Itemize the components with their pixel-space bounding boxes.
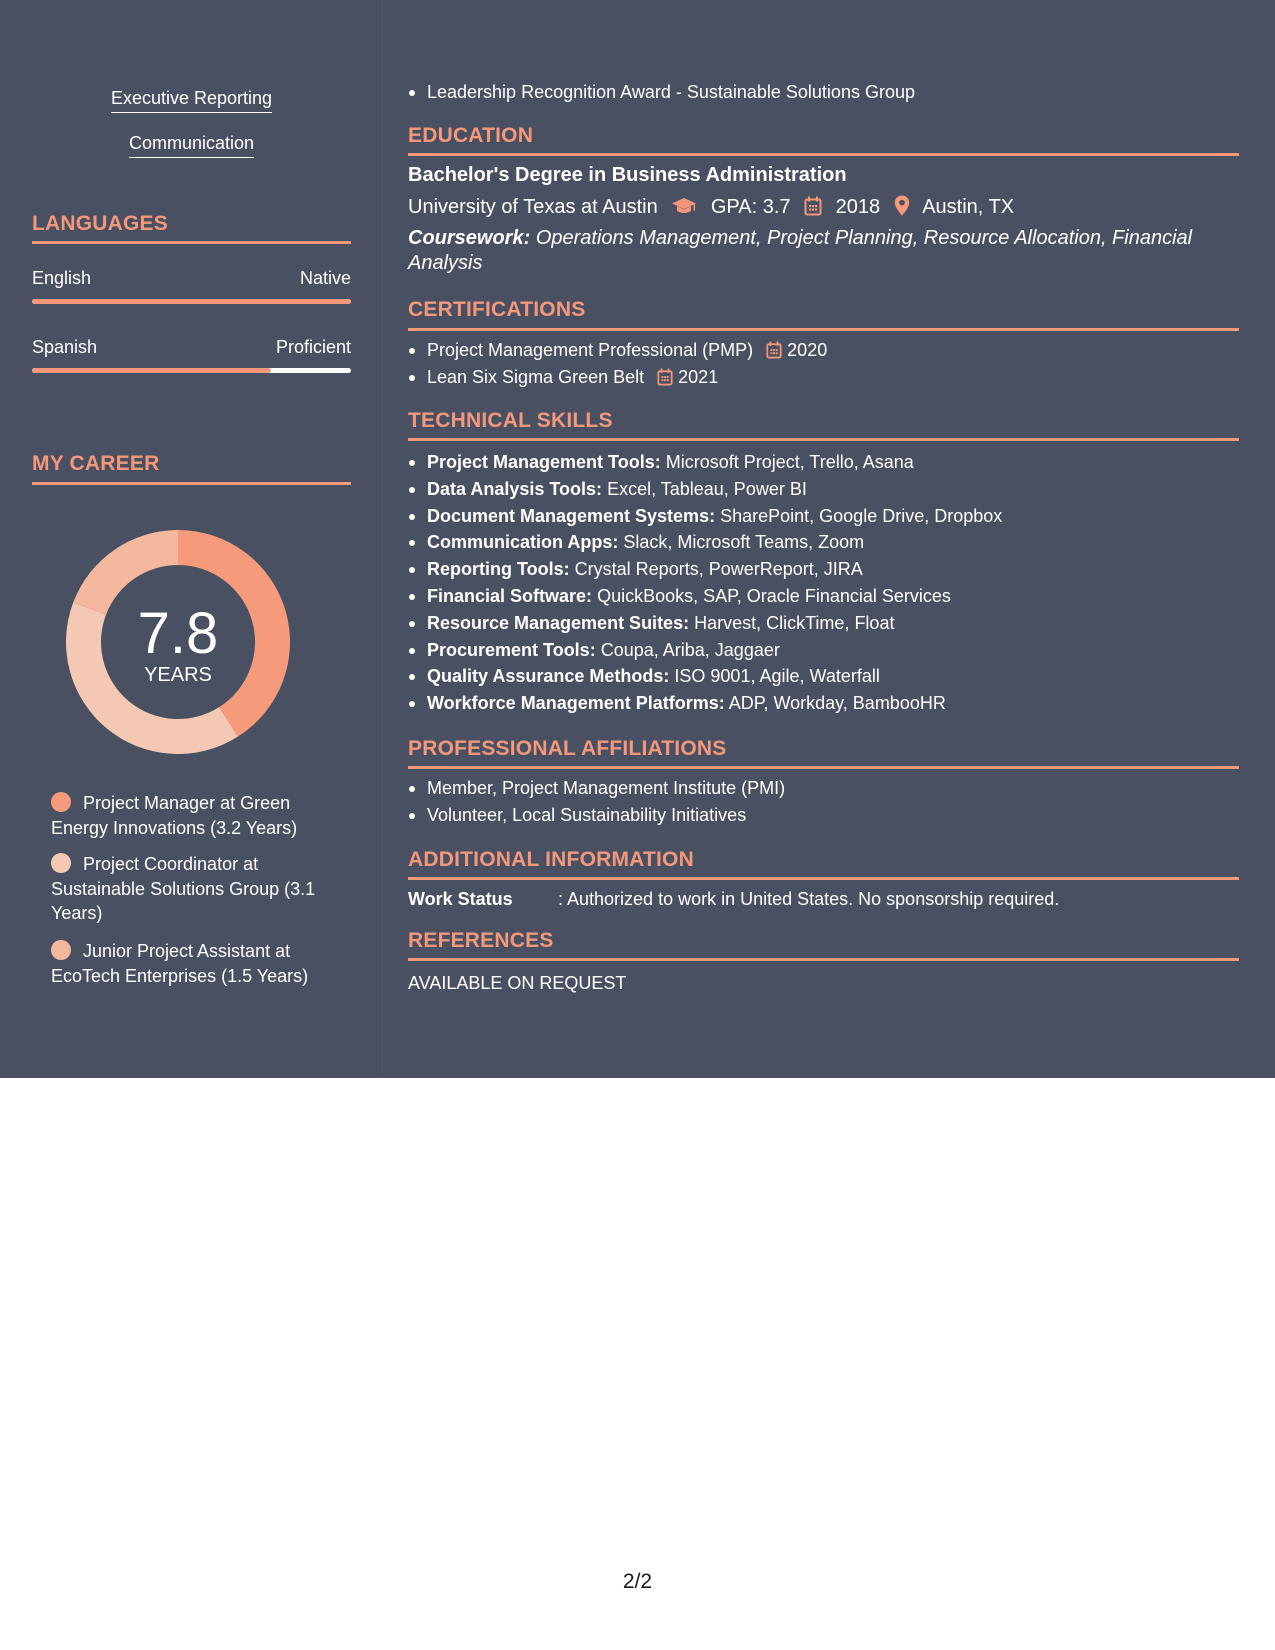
career-legend-item: Project Manager at Green Energy Innovations (3.2 Years) bbox=[51, 793, 298, 838]
certification-item: Project Management Professional (PMP) 2020 bbox=[408, 337, 827, 364]
skill-item: Data Analysis Tools: Excel, Tableau, Power BI bbox=[408, 476, 1002, 503]
skill-tag: Communication bbox=[32, 133, 351, 158]
legend-dot-icon bbox=[51, 792, 71, 812]
coursework: Coursework: Operations Management, Project Planning, Resource Allocation, Financial Analysis bbox=[408, 227, 1193, 274]
affiliations-heading: PROFESSIONAL AFFILIATIONS bbox=[408, 737, 727, 760]
affiliation-item: Member, Project Management Institute (PMI) bbox=[408, 775, 785, 802]
skill-item: Resource Management Suites: Harvest, ClickTime, Float bbox=[408, 610, 1002, 637]
heading-rule bbox=[32, 482, 351, 485]
calendar-icon bbox=[804, 196, 822, 216]
heading-rule bbox=[408, 877, 1239, 880]
education-heading: EDUCATION bbox=[408, 124, 534, 147]
page-number: 2/2 bbox=[622, 1570, 653, 1593]
career-legend-item: Project Coordinator at Sustainable Solutions Group (3.1 Years) bbox=[51, 854, 316, 923]
graduation-year: 2018 bbox=[835, 196, 881, 218]
language-bar-fill bbox=[32, 299, 351, 304]
references-text: AVAILABLE ON REQUEST bbox=[408, 973, 627, 993]
certifications-heading: CERTIFICATIONS bbox=[408, 298, 586, 321]
career-heading: MY CAREER bbox=[32, 452, 160, 475]
affiliations-list bbox=[408, 775, 785, 829]
awards-list bbox=[408, 79, 915, 106]
school-location: Austin, TX bbox=[922, 196, 1015, 218]
language-row bbox=[32, 337, 351, 358]
language-bar-fill bbox=[32, 368, 271, 373]
languages-heading: LANGUAGES bbox=[32, 212, 168, 235]
language-bar bbox=[32, 368, 351, 373]
skill-item: Communication Apps: Slack, Microsoft Teams, Zoom bbox=[408, 529, 1002, 556]
heading-rule bbox=[408, 438, 1239, 441]
legend-dot-icon bbox=[51, 853, 71, 873]
gpa: GPA: 3.7 bbox=[710, 196, 791, 218]
school-name: University of Texas at Austin bbox=[408, 196, 658, 218]
calendar-icon bbox=[657, 368, 673, 386]
skill-item: Procurement Tools: Coupa, Ariba, Jaggaer bbox=[408, 637, 1002, 664]
references-heading: REFERENCES bbox=[408, 929, 554, 952]
language-name: English bbox=[32, 268, 92, 288]
career-donut-chart bbox=[66, 530, 290, 754]
degree-title: Bachelor's Degree in Business Administration bbox=[408, 164, 847, 186]
calendar-icon bbox=[766, 341, 782, 359]
graduation-cap-icon bbox=[671, 196, 697, 216]
column-divider bbox=[382, 0, 383, 1078]
technical-skills-list bbox=[408, 449, 1002, 717]
skill-item: Workforce Management Platforms: ADP, Workday, BambooHR bbox=[408, 690, 1002, 717]
affiliation-item: Volunteer, Local Sustainability Initiatives bbox=[408, 802, 785, 829]
award-item: Leadership Recognition Award - Sustainable Solutions Group bbox=[408, 79, 915, 106]
skill-item: Financial Software: QuickBooks, SAP, Oracle Financial Services bbox=[408, 583, 1002, 610]
language-level: Proficient bbox=[275, 337, 351, 357]
heading-rule bbox=[408, 328, 1239, 331]
language-bar bbox=[32, 299, 351, 304]
education-details bbox=[408, 195, 1014, 219]
additional-info-heading: ADDITIONAL INFORMATION bbox=[408, 848, 694, 871]
legend-dot-icon bbox=[51, 940, 71, 960]
skill-tag: Executive Reporting bbox=[32, 88, 351, 113]
heading-rule bbox=[32, 241, 351, 244]
certification-item: Lean Six Sigma Green Belt 2021 bbox=[408, 364, 827, 391]
work-status: Work Status : Authorized to work in United States. No sponsorship required. bbox=[408, 889, 1060, 909]
heading-rule bbox=[408, 766, 1239, 769]
technical-skills-heading: TECHNICAL SKILLS bbox=[408, 409, 613, 432]
language-row bbox=[32, 268, 351, 289]
language-name: Spanish bbox=[32, 337, 98, 357]
location-pin-icon bbox=[894, 195, 910, 216]
language-level: Native bbox=[299, 268, 351, 288]
skill-item: Document Management Systems: SharePoint, Google Drive, Dropbox bbox=[408, 503, 1002, 530]
heading-rule bbox=[408, 153, 1239, 156]
skill-item: Quality Assurance Methods: ISO 9001, Agile, Waterfall bbox=[408, 663, 1002, 690]
career-years-label: YEARS bbox=[144, 664, 212, 686]
certifications-list bbox=[408, 337, 827, 391]
heading-rule bbox=[408, 958, 1239, 961]
skill-item: Reporting Tools: Crystal Reports, PowerReport, JIRA bbox=[408, 556, 1002, 583]
skill-item: Project Management Tools: Microsoft Project, Trello, Asana bbox=[408, 449, 1002, 476]
career-legend-item: Junior Project Assistant at EcoTech Enterprises (1.5 Years) bbox=[51, 941, 309, 986]
career-total-years: 7.8 bbox=[137, 601, 219, 666]
